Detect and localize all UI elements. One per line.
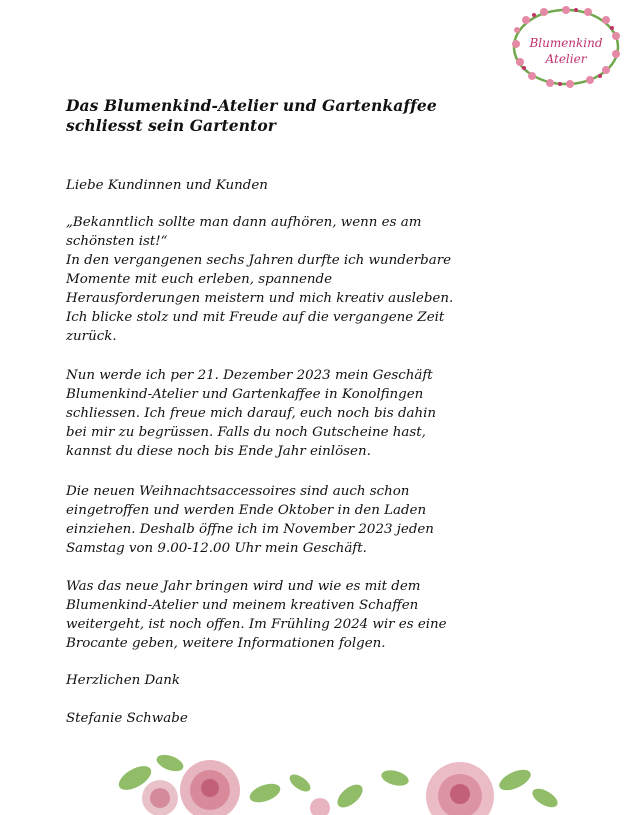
text-line: Samstag von 9.00-12.00 Uhr mein Geschäft.: [66, 541, 367, 556]
text-line: „Bekanntlich sollte man dann aufhören, wenn es am: [66, 215, 422, 230]
text-line: weitergeht, ist noch offen. Im Frühling 2024 wir es eine: [66, 617, 447, 632]
logo-name: Blumenkind: [529, 36, 603, 50]
logo: [508, 6, 624, 88]
text-line: zurück.: [66, 329, 117, 344]
text-line: Was das neue Jahr bringen wird und wie es mit dem: [66, 579, 421, 594]
greeting: [66, 176, 596, 195]
text-line: eingetroffen und werden Ende Oktober in den Laden: [66, 503, 427, 518]
text-line: Ich blicke stolz und mit Freude auf die vergangene Zeit: [66, 310, 445, 325]
text-line: bei mir zu begrüssen. Falls du noch Gutscheine hast,: [66, 425, 426, 440]
text-line: Brocante geben, weitere Informationen folgen.: [66, 636, 386, 651]
rose-border-icon: [0, 738, 631, 815]
greeting-line: Liebe Kundinnen und Kunden: [66, 178, 268, 193]
text-line: Momente mit euch erleben, spannende: [66, 272, 333, 287]
text-line: einziehen. Deshalb öffne ich im November 2023 jeden: [66, 522, 434, 537]
paragraph-1: [66, 213, 596, 346]
letter-title: [66, 96, 536, 136]
text-line: schönsten ist!“: [66, 234, 168, 249]
text-line: kannst du diese noch bis Ende Jahr einlösen.: [66, 444, 371, 459]
closing-line: Herzlichen Dank: [66, 673, 181, 688]
paragraph-3: [66, 482, 596, 558]
logo-subtitle: Atelier: [545, 52, 587, 66]
text-line: In den vergangenen sechs Jahren durfte ich wunderbare: [66, 253, 452, 268]
paragraph-2: [66, 366, 596, 461]
text-line: Blumenkind-Atelier und meinem kreativen Schaffen: [66, 598, 419, 613]
title-line: schliesst sein Gartentor: [66, 116, 277, 135]
text-line: Die neuen Weihnachtsaccessoires sind auch schon: [66, 484, 410, 499]
text-line: Blumenkind-Atelier und Gartenkaffee in Konolfingen: [66, 387, 424, 402]
text-line: Herausforderungen meistern und mich kreativ ausleben.: [66, 291, 454, 306]
title-line: Das Blumenkind-Atelier und Gartenkaffee: [66, 96, 437, 115]
signature: [66, 709, 596, 728]
text-line: Nun werde ich per 21. Dezember 2023 mein Geschäft: [66, 368, 433, 383]
signature-line: Stefanie Schwabe: [66, 711, 188, 726]
floral-footer: [0, 738, 631, 815]
paragraph-4: [66, 577, 596, 653]
text-line: schliessen. Ich freue mich darauf, euch noch bis dahin: [66, 406, 437, 421]
closing: [66, 671, 596, 690]
